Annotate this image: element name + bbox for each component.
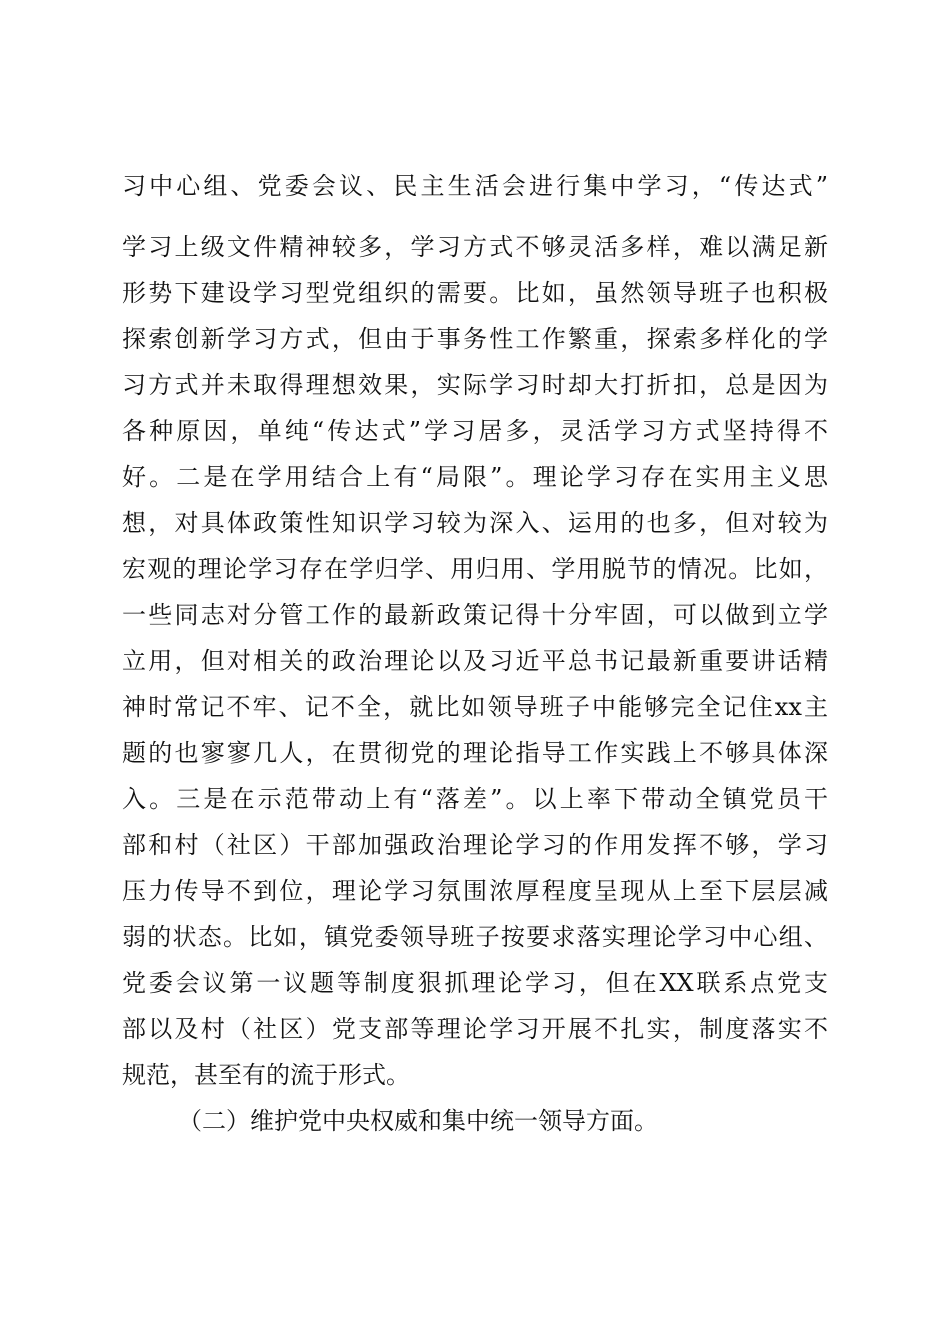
text-line: 弱的状态。比如，镇党委领导班子按要求落实理论学习中心组、: [122, 923, 828, 951]
text-line-last: 规范，甚至有的流于形式。: [122, 1061, 410, 1089]
text-line: 各种原因，单纯“传达式”学习居多，灵活学习方式坚持得不: [122, 417, 828, 445]
text-line: 部以及村（社区）党支部等理论学习开展不扎实，制度落实不: [122, 1015, 828, 1043]
body-paragraph: [122, 163, 828, 1144]
text-line: 习中心组、党委会议、民主生活会进行集中学习，“传达式”: [122, 172, 828, 200]
text-line: 立用，但对相关的政治理论以及习近平总书记最新重要讲话精: [122, 647, 828, 675]
text-line: 部和村（社区）干部加强政治理论学习的作用发挥不够，学习: [122, 831, 828, 859]
text-line: 习方式并未取得理想效果，实际学习时却大打折扣，总是因为: [122, 371, 828, 399]
text-line: 一些同志对分管工作的最新政策记得十分牢固，可以做到立学: [122, 601, 828, 629]
text-line: 压力传导不到位，理论学习氛围浓厚程度呈现从上至下层层减: [122, 877, 828, 905]
text-line: 想，对具体政策性知识学习较为深入、运用的也多，但对较为: [122, 509, 828, 537]
text-line: 形势下建设学习型党组织的需要。比如，虽然领导班子也积极: [122, 279, 828, 307]
text-line: 题的也寥寥几人，在贯彻党的理论指导工作实践上不够具体深: [122, 739, 828, 767]
text-line: 学习上级文件精神较多，学习方式不够灵活多样，难以满足新: [122, 233, 828, 261]
section-heading: （二）维护党中央权威和集中统一领导方面。: [178, 1107, 658, 1135]
text-line: 宏观的理论学习存在学归学、用归用、学用脱节的情况。比如，: [122, 555, 828, 583]
text-line: 探索创新学习方式，但由于事务性工作繁重，探索多样化的学: [122, 325, 828, 353]
text-line: 好。二是在学用结合上有“局限”。理论学习存在实用主义思: [122, 463, 828, 491]
text-line: 党委会议第一议题等制度狠抓理论学习，但在XX联系点党支: [122, 969, 828, 997]
text-line: 神时常记不牢、记不全，就比如领导班子中能够完全记住xx主: [122, 693, 828, 721]
text-line: 入。三是在示范带动上有“落差”。以上率下带动全镇党员干: [122, 785, 828, 813]
